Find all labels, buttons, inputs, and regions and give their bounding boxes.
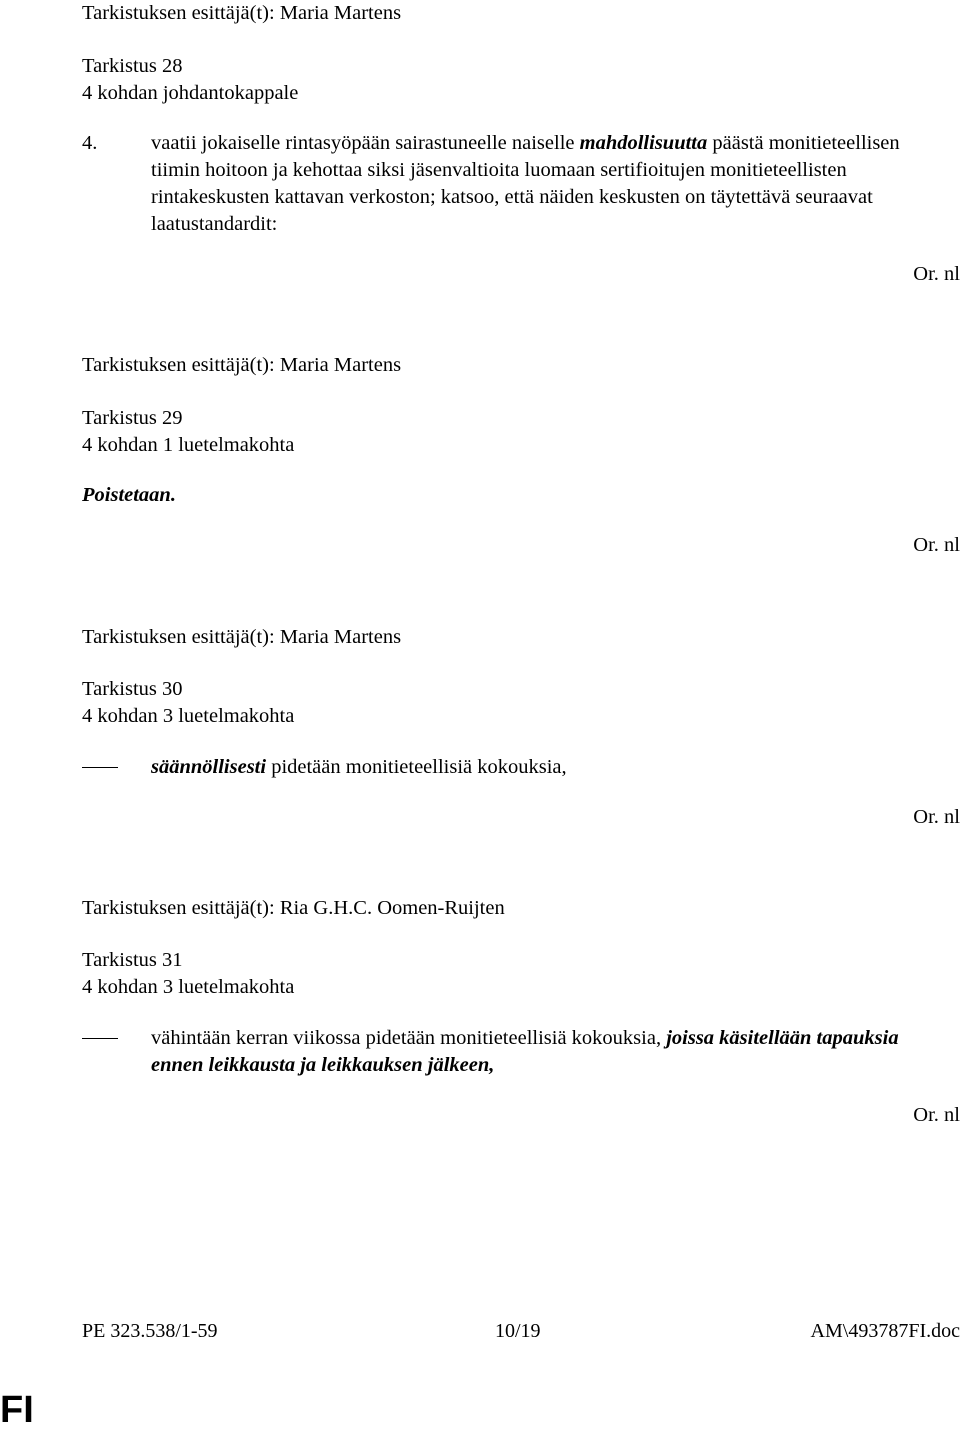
amendment-28-emphasis: mahdollisuutta — [579, 132, 708, 154]
amendment-31-bullet-dash — [82, 1038, 118, 1039]
language-code: FI — [0, 1389, 34, 1431]
footer-document-reference: PE 323.538/1-59 — [82, 1320, 218, 1342]
amendment-28-original-language: Or. nl — [913, 263, 960, 285]
amendment-30-original-language: Or. nl — [913, 806, 960, 828]
amendment-31-original-language: Or. nl — [913, 1104, 960, 1126]
amendment-29-deleted-text: Poistetaan. — [82, 484, 176, 506]
amendment-31-author: Tarkistuksen esittäjä(t): Ria G.H.C. Oomen-Ruijten — [82, 897, 505, 919]
amendment-28-author: Tarkistuksen esittäjä(t): Maria Martens — [82, 2, 402, 24]
amendment-30-reference: 4 kohdan 3 luetelmakohta — [82, 705, 295, 727]
amendment-30-item-text: säännöllisesti pidetään monitieteellisiä kokouksia, — [151, 756, 567, 778]
amendment-29-reference: 4 kohdan 1 luetelmakohta — [82, 434, 295, 456]
amendment-28-reference: 4 kohdan johdantokappale — [82, 82, 299, 104]
amendment-31-title: Tarkistus 31 — [82, 949, 183, 971]
amendment-29-author: Tarkistuksen esittäjä(t): Maria Martens — [82, 354, 402, 376]
amendment-30-bullet-dash — [82, 767, 118, 768]
amendment-29-title: Tarkistus 29 — [82, 407, 183, 429]
amendment-28-title: Tarkistus 28 — [82, 55, 183, 77]
footer-file-name: AM\493787FI.doc — [810, 1320, 960, 1342]
amendment-30-author: Tarkistuksen esittäjä(t): Maria Martens — [82, 626, 402, 648]
amendment-31-reference: 4 kohdan 3 luetelmakohta — [82, 976, 295, 998]
amendment-29-original-language: Or. nl — [913, 534, 960, 556]
amendment-30-title: Tarkistus 30 — [82, 678, 183, 700]
amendment-28-item-number: 4. — [82, 132, 98, 154]
amendment-28-item-text: vaatii jokaiselle rintasyöpään sairastuneelle naiselle mahdollisuutta päästä monitieteellisen tiimin hoitoon ja kehottaa siksi jäsenvaltioita luomaan sertifioitujen monitieteellisten rintakeskusten kattavan verkoston; katsoo, että näiden keskusten on täytettävä seuraavat laatustandardit: — [151, 132, 900, 235]
amendment-31-item-text: vähintään kerran viikossa pidetään monitieteellisiä kokouksia, joissa käsitellään tapauksia ennen leikkausta ja leikkauksen jälkeen, — [151, 1027, 899, 1076]
footer-page-number: 10/19 — [495, 1320, 541, 1342]
